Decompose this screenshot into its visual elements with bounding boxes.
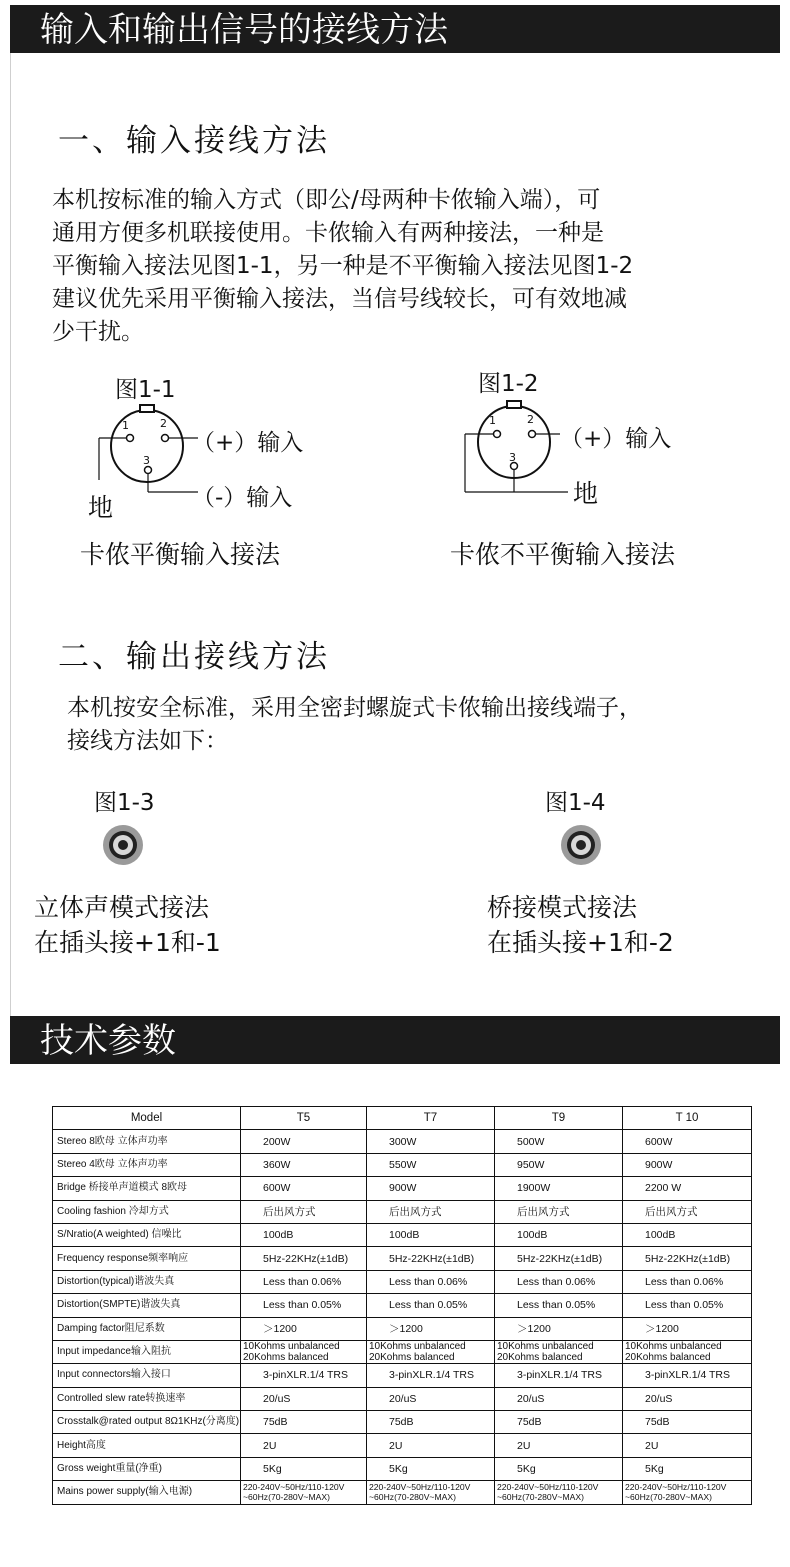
spec-value-cell: 后出风方式 (241, 1200, 367, 1223)
fig1-plus-input-label: （+）输入 (192, 430, 304, 456)
spec-label-cell: Distortion(SMPTE)谐波失真 (53, 1294, 241, 1317)
spec-value-cell: 3-pinXLR.1/4 TRS (623, 1364, 752, 1387)
spec-value-cell: 20/uS (495, 1387, 623, 1410)
spec-value-cell: 20/uS (623, 1387, 752, 1410)
specs-table-body (53, 1107, 752, 1505)
spec-value-cell: 5Kg (623, 1457, 752, 1480)
fig1-pin2-label: 2 (160, 417, 167, 430)
spec-label-cell: Mains power supply(输入电源) (53, 1481, 241, 1504)
fig2-pin2-label: 2 (527, 413, 534, 426)
spec-label-cell: Gross weight重量(净重) (53, 1457, 241, 1480)
table-row (53, 1153, 752, 1176)
spec-value-cell: 600W (623, 1130, 752, 1153)
spec-value-cell: ＞1200 (367, 1317, 495, 1340)
spec-value-cell: 100dB (623, 1223, 752, 1246)
left-border-line (10, 53, 11, 1016)
spec-value-cell: 75dB (495, 1411, 623, 1434)
spec-value-cell: 2U (495, 1434, 623, 1457)
section1-line-1: 本机按标准的输入方式（即公/母两种卡侬输入端），可 (52, 187, 601, 213)
spec-value-cell: 1900W (495, 1177, 623, 1200)
header-t7: T7 (367, 1107, 495, 1130)
table-row (53, 1411, 752, 1434)
fig4-title: 图1-4 (545, 790, 606, 816)
speakon-connector-icon (560, 824, 602, 866)
table-row (53, 1364, 752, 1387)
section1-line-2: 通用方便多机联接使用。卡侬输入有两种接法，一种是 (52, 220, 604, 246)
specs-banner-title: 技术参数 (10, 1016, 780, 1064)
spec-value-cell: Less than 0.05% (495, 1294, 623, 1317)
fig1-ground-label: 地 (88, 493, 114, 522)
fig2-pin1-label: 1 (489, 414, 496, 427)
spec-label-cell: Stereo 8欧母 立体声功率 (53, 1130, 241, 1153)
spec-label-cell: Cooling fashion 冷却方式 (53, 1200, 241, 1223)
spec-value-cell: 75dB (241, 1411, 367, 1434)
section2-line-1: 本机按安全标准，采用全密封螺旋式卡侬输出接线端子， (67, 695, 642, 721)
spec-value-cell: 900W (367, 1177, 495, 1200)
fig2-caption: 卡侬不平衡输入接法 (450, 540, 676, 569)
spec-value-cell: 500W (495, 1130, 623, 1153)
table-row (53, 1130, 752, 1153)
spec-value-cell: 75dB (623, 1411, 752, 1434)
spec-value-cell: 220-240V~50Hz/110-120V ~60Hz(70-280V~MAX) (623, 1481, 752, 1504)
header-model: Model (53, 1107, 241, 1130)
spec-value-cell: 3-pinXLR.1/4 TRS (367, 1364, 495, 1387)
fig2-plus-input-label: （+）输入 (560, 426, 672, 452)
spec-label-cell: Height高度 (53, 1434, 241, 1457)
spec-value-cell: 360W (241, 1153, 367, 1176)
header-t5: T5 (241, 1107, 367, 1130)
table-row (53, 1317, 752, 1340)
spec-label-cell: Input connectors输入接口 (53, 1364, 241, 1387)
spec-value-cell: 5Hz-22KHz(±1dB) (623, 1247, 752, 1270)
fig3-mode-label: 立体声模式接法 (34, 893, 210, 922)
table-row (53, 1177, 752, 1200)
fig4-wiring-label: 在插头接+1和-2 (487, 928, 674, 957)
spec-value-cell: 75dB (367, 1411, 495, 1434)
spec-label-cell: Frequency response频率响应 (53, 1247, 241, 1270)
spec-value-cell: 2U (623, 1434, 752, 1457)
spec-value-cell: 300W (367, 1130, 495, 1153)
fig1-pin1-label: 1 (122, 419, 129, 432)
spec-value-cell: 220-240V~50Hz/110-120V ~60Hz(70-280V~MAX) (367, 1481, 495, 1504)
fig1-minus-input-label: （-）输入 (192, 485, 293, 511)
table-row (53, 1340, 752, 1363)
spec-value-cell: Less than 0.05% (241, 1294, 367, 1317)
fig2-pin3-label: 3 (509, 451, 516, 464)
spec-value-cell: ＞1200 (623, 1317, 752, 1340)
spec-label-cell: Input impedance输入阻抗 (53, 1340, 241, 1363)
table-row (53, 1247, 752, 1270)
table-row (53, 1294, 752, 1317)
spec-value-cell: ＞1200 (495, 1317, 623, 1340)
spec-value-cell: 5Kg (241, 1457, 367, 1480)
section2-heading: 二、输出接线方法 (58, 639, 330, 675)
spec-value-cell: 后出风方式 (623, 1200, 752, 1223)
spec-value-cell: Less than 0.05% (623, 1294, 752, 1317)
table-row (53, 1200, 752, 1223)
spec-value-cell: 220-240V~50Hz/110-120V ~60Hz(70-280V~MAX) (495, 1481, 623, 1504)
spec-value-cell: 20/uS (367, 1387, 495, 1410)
section1-line-5: 少干扰。 (52, 319, 144, 345)
spec-value-cell: Less than 0.06% (623, 1270, 752, 1293)
spec-value-cell: Less than 0.06% (495, 1270, 623, 1293)
spec-value-cell: 10Kohms unbalanced 20Kohms balanced (241, 1340, 367, 1363)
table-row (53, 1387, 752, 1410)
spec-value-cell: 100dB (367, 1223, 495, 1246)
spec-value-cell: ＞1200 (241, 1317, 367, 1340)
spec-value-cell: 5Kg (367, 1457, 495, 1480)
table-row (53, 1481, 752, 1504)
spec-value-cell: 220-240V~50Hz/110-120V ~60Hz(70-280V~MAX) (241, 1481, 367, 1504)
table-row (53, 1457, 752, 1480)
header-t10: T 10 (623, 1107, 752, 1130)
spec-value-cell: 10Kohms unbalanced 20Kohms balanced (623, 1340, 752, 1363)
fig2-title: 图1-2 (478, 371, 539, 397)
spec-value-cell: 100dB (241, 1223, 367, 1246)
spec-value-cell: 5Kg (495, 1457, 623, 1480)
fig1-pin3-label: 3 (143, 454, 150, 467)
spec-value-cell: 950W (495, 1153, 623, 1176)
top-banner-title: 输入和输出信号的接线方法 (10, 5, 780, 53)
table-header-row (53, 1107, 752, 1130)
spec-value-cell: 5Hz-22KHz(±1dB) (367, 1247, 495, 1270)
spec-value-cell: 后出风方式 (367, 1200, 495, 1223)
fig2-ground-label: 地 (573, 479, 599, 508)
spec-label-cell: Bridge 桥接单声道模式 8欧母 (53, 1177, 241, 1200)
section1-heading: 一、输入接线方法 (58, 123, 330, 159)
fig1-caption: 卡侬平衡输入接法 (80, 540, 281, 569)
spec-value-cell: 600W (241, 1177, 367, 1200)
speakon-connector-icon (102, 824, 144, 866)
fig1-title: 图1-1 (115, 377, 176, 403)
spec-label-cell: Distortion(typical)谐波失真 (53, 1270, 241, 1293)
spec-value-cell: 5Hz-22KHz(±1dB) (241, 1247, 367, 1270)
spec-value-cell: 2U (241, 1434, 367, 1457)
table-row (53, 1223, 752, 1246)
table-row (53, 1434, 752, 1457)
spec-value-cell: 100dB (495, 1223, 623, 1246)
section2-paragraph (67, 692, 642, 758)
spec-label-cell: Damping factor阻尼系数 (53, 1317, 241, 1340)
table-row (53, 1270, 752, 1293)
section1-line-4: 建议优先采用平衡输入接法，当信号线较长，可有效地减 (52, 286, 627, 312)
spec-value-cell: 5Hz-22KHz(±1dB) (495, 1247, 623, 1270)
spec-value-cell: 200W (241, 1130, 367, 1153)
spec-value-cell: Less than 0.06% (367, 1270, 495, 1293)
fig4-mode-label: 桥接模式接法 (487, 893, 638, 922)
spec-label-cell: Controlled slew rate转换速率 (53, 1387, 241, 1410)
spec-value-cell: 2200 W (623, 1177, 752, 1200)
fig3-title: 图1-3 (94, 790, 155, 816)
spec-value-cell: 20/uS (241, 1387, 367, 1410)
section1-paragraph (52, 184, 633, 349)
section2-line-2: 接线方法如下： (67, 728, 228, 754)
spec-value-cell: Less than 0.05% (367, 1294, 495, 1317)
header-t9: T9 (495, 1107, 623, 1130)
spec-value-cell: 900W (623, 1153, 752, 1176)
spec-label-cell: Stereo 4欧母 立体声功率 (53, 1153, 241, 1176)
spec-value-cell: 550W (367, 1153, 495, 1176)
spec-value-cell: 3-pinXLR.1/4 TRS (241, 1364, 367, 1387)
specs-table (52, 1106, 752, 1505)
spec-value-cell: 2U (367, 1434, 495, 1457)
spec-value-cell: 10Kohms unbalanced 20Kohms balanced (367, 1340, 495, 1363)
spec-value-cell: Less than 0.06% (241, 1270, 367, 1293)
section1-line-3: 平衡输入接法见图1-1，另一种是不平衡输入接法见图1-2 (52, 253, 634, 279)
spec-label-cell: Crosstalk@rated output 8Ω1KHz(分离度) (53, 1411, 241, 1434)
spec-label-cell: S/Nratio(A weighted) 信噪比 (53, 1223, 241, 1246)
spec-value-cell: 后出风方式 (495, 1200, 623, 1223)
spec-value-cell: 10Kohms unbalanced 20Kohms balanced (495, 1340, 623, 1363)
spec-value-cell: 3-pinXLR.1/4 TRS (495, 1364, 623, 1387)
fig3-wiring-label: 在插头接+1和-1 (34, 928, 221, 957)
